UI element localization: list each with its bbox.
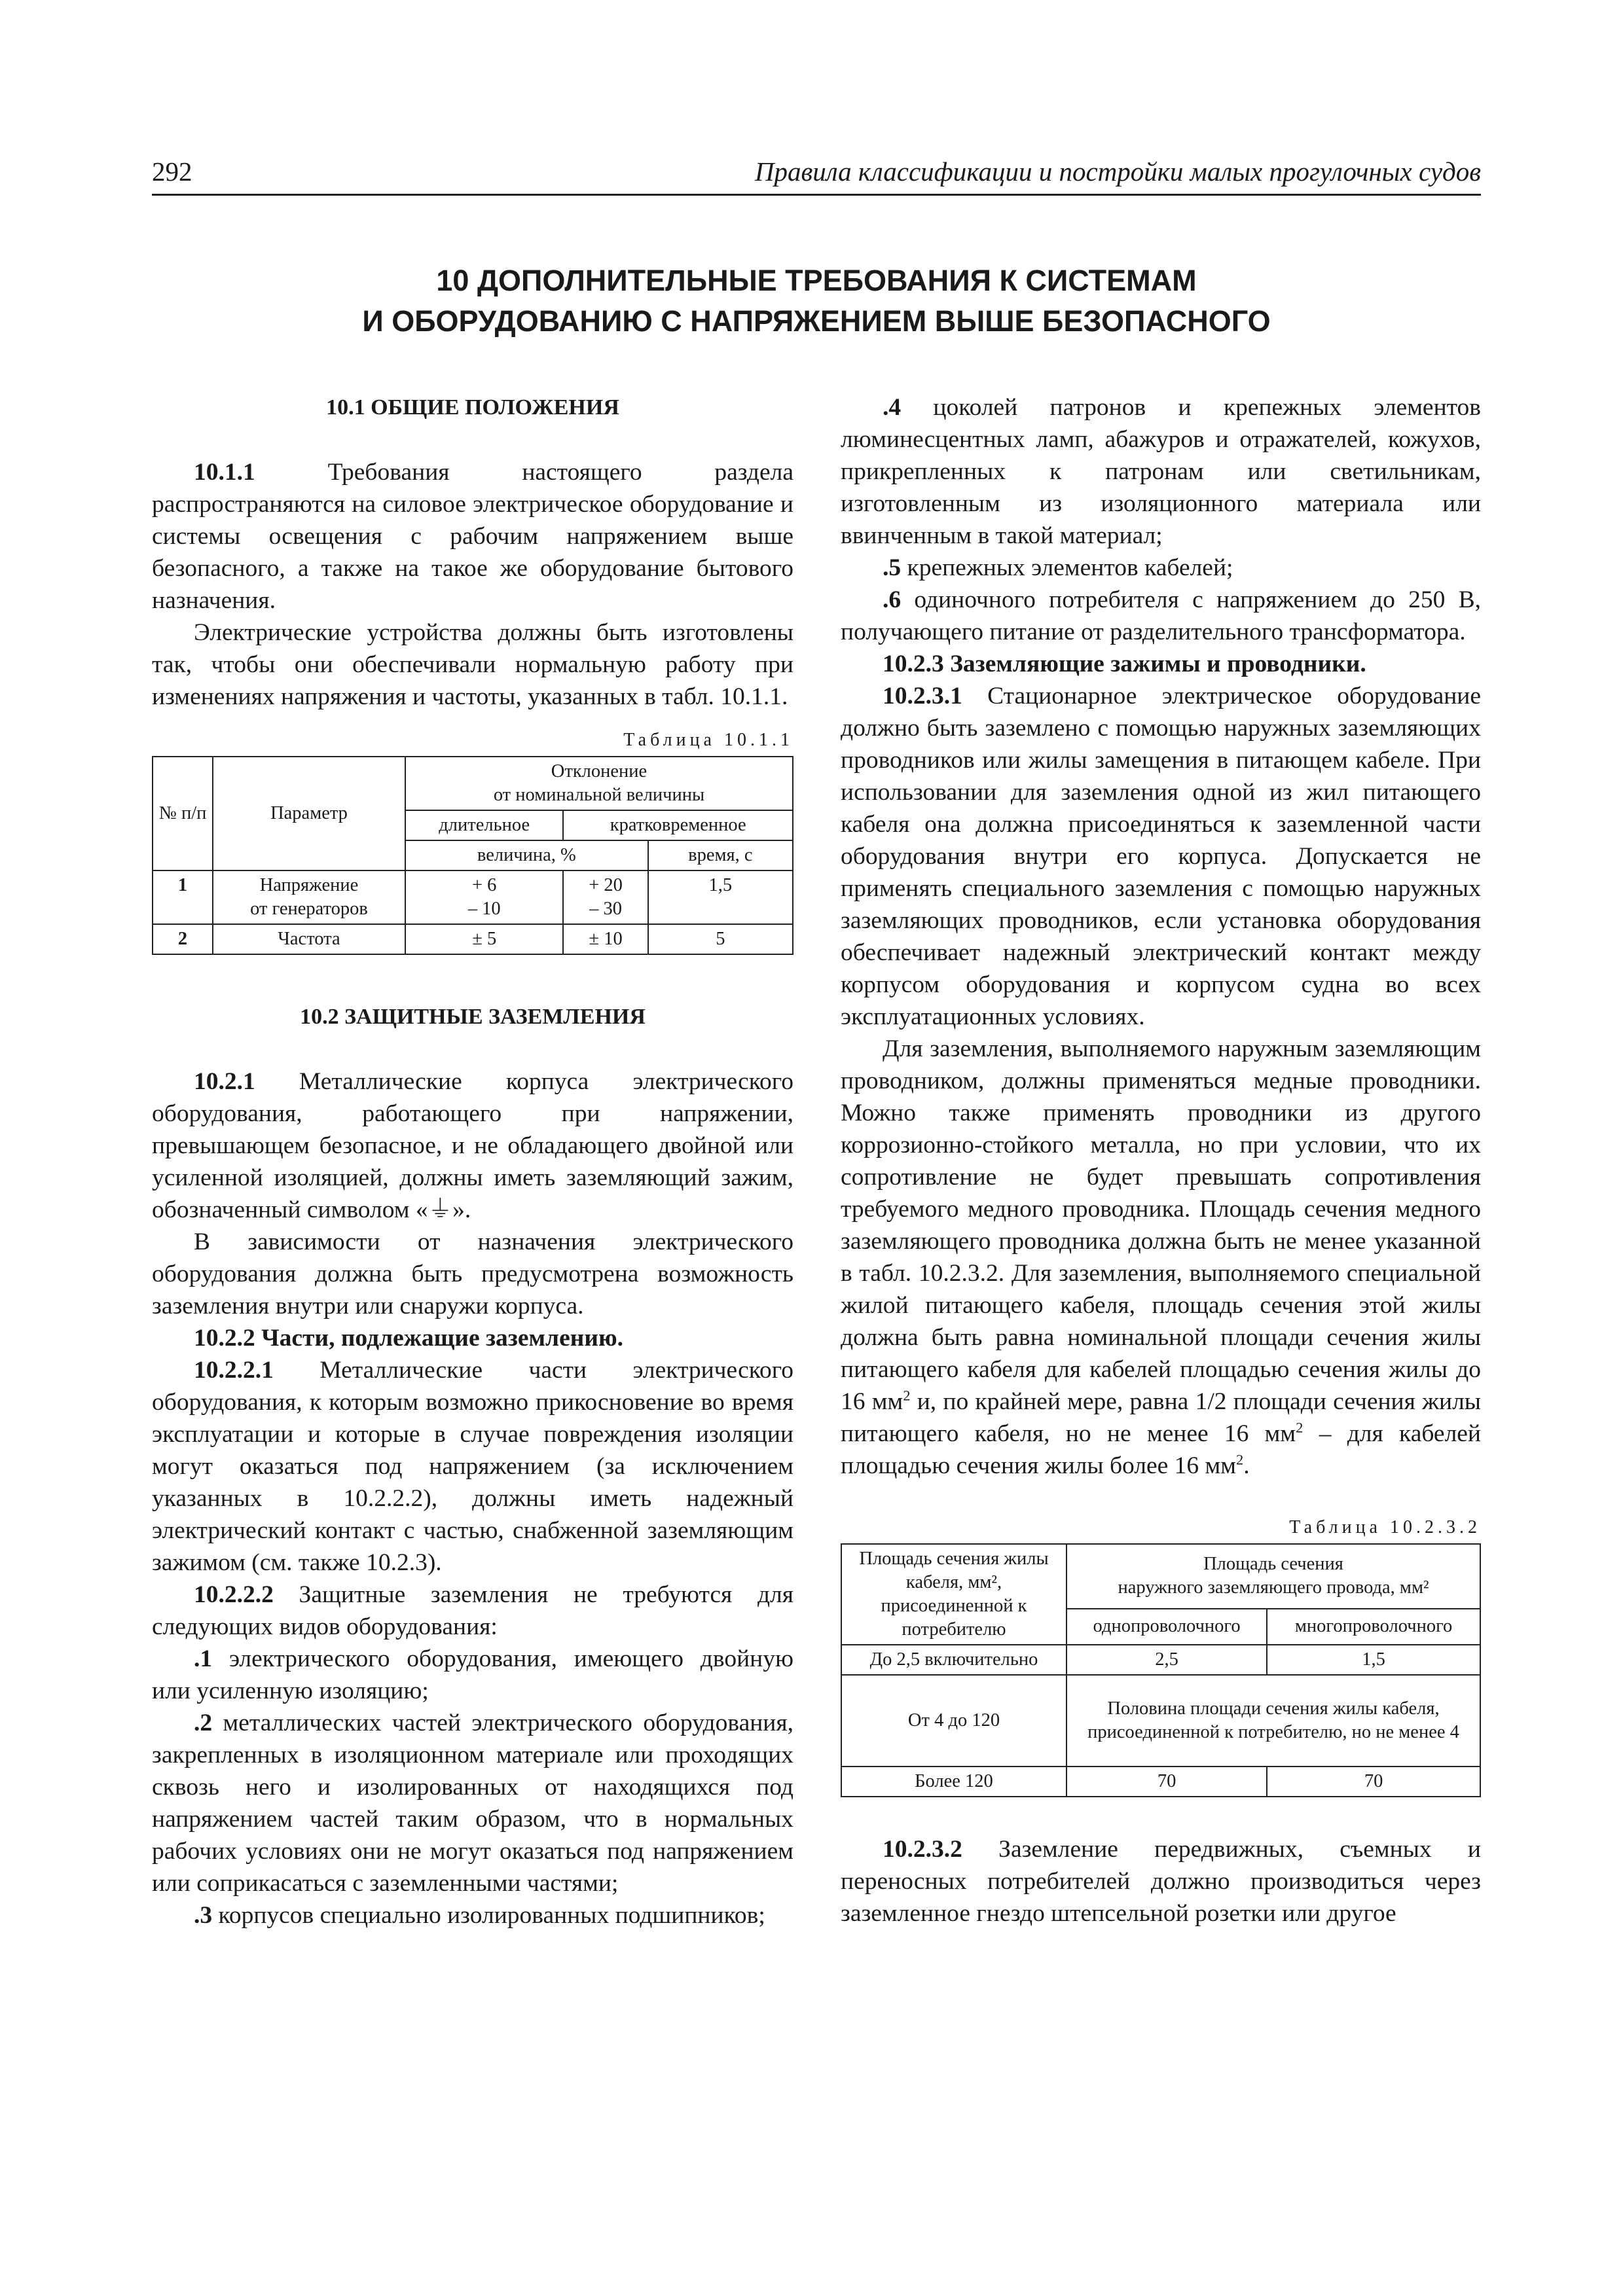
list-item: .1 электрического оборудования, имеющего двойную или усиленную изоляцию; bbox=[152, 1645, 793, 1704]
table-caption-10-2-3-2: Таблица 10.2.3.2 bbox=[1289, 1517, 1481, 1537]
table-header-single: однопроволочного bbox=[1067, 1609, 1267, 1645]
paragraph: Электрические устройства должны быть изготовлены так, чтобы они обеспечивали нормальную работу при изменениях напряжения и частоты, указанных в табл. 10.1.1. bbox=[152, 619, 793, 710]
table-header-area: Площадь сечения жилы кабеля, мм², присоединенной к потребителю bbox=[841, 1544, 1067, 1645]
table-row: До 2,5 включительно 2,5 1,5 bbox=[841, 1645, 1480, 1675]
table-header-external: Площадь сечения наружного заземляющего провода, мм² bbox=[1067, 1544, 1480, 1609]
table-header-short: кратковременное bbox=[563, 810, 793, 840]
running-title: Правила классификации и постройки малых прогулочных судов bbox=[754, 156, 1481, 187]
list-item: .6 одиночного потребителя с напряжением до 250 В, получающего питание от разделительного трансформатора. bbox=[841, 586, 1481, 645]
table-10-2-3-2 bbox=[841, 1543, 1481, 1797]
table-row: Более 120 70 70 bbox=[841, 1767, 1480, 1797]
right-column bbox=[841, 391, 1481, 1929]
table-header-multi: многопроволочного bbox=[1267, 1609, 1480, 1645]
paragraph: Для заземления, выполняемого наружным заземляющим проводником, должны применяться медные проводники. Можно также применять проводники из другого коррозионно-стойкого металла, но при условии, что их сопротивление не будет превышать сопротивления требуемого медного проводника. Площадь сечения медного заземляющего проводника должна быть не менее указанной в табл. 10.2.3.2. Для заземления, выполняемого специальной жилой питающего кабеля, площадь сечения этой жилы должна быть равна номинальной площади сечения жилы питающего кабеля для кабелей площадью сечения жилы до 16 $мм^2$ и, по крайней мере, равна 1/2 площади сечения жилы питающего кабеля, но не менее 16 $мм^2$ – для кабелей площадью сечения жилы более 16 $мм^2$. bbox=[841, 1035, 1481, 1479]
table-row: 2 Частота ± 5 ± 10 5 bbox=[153, 924, 793, 954]
list-item: .5 крепежных элементов кабелей; bbox=[883, 554, 1233, 581]
page-number: 292 bbox=[152, 156, 192, 187]
subsection-heading-10-2-3: 10.2.3 Заземляющие зажимы и проводники. bbox=[883, 651, 1366, 677]
paragraph-10-2-1: 10.2.1 Металлические корпуса электрического оборудования, работающего при напряжении, превышающем безопасное, и не обладающего двойной или усиленной изоляцией, должны иметь заземляющий зажим, обозначенный символом «⏚». bbox=[152, 1068, 793, 1223]
paragraph-10-1-1: 10.1.1 Требования настоящего раздела распространяются на силовое электрическое оборудование и системы освещения с рабочим напряжением выше безопасного, а также на такое же оборудование бытового назначения. bbox=[152, 459, 793, 614]
section-heading-10-2: 10.2 ЗАЩИТНЫЕ ЗАЗЕМЛЕНИЯ bbox=[300, 1005, 646, 1029]
page-header bbox=[152, 153, 1481, 196]
clause-number: 10.1.1 bbox=[194, 459, 255, 486]
table-caption-10-1-1: Таблица 10.1.1 bbox=[623, 730, 793, 750]
paragraph-10-2-3-2: 10.2.3.2 Заземление передвижных, съемных и переносных потребителей должно производиться через заземленное гнездо штепсельной розетки или другое bbox=[841, 1836, 1481, 1927]
paragraph-10-2-2-2: 10.2.2.2 Защитные заземления не требуются для следующих видов оборудования: bbox=[152, 1581, 793, 1640]
paragraph-10-2-2-1: 10.2.2.1 Металлические части электрического оборудования, к которым возможно прикосновение во время эксплуатации и которые в случае повреждения изоляции могут оказаться под напряжением (за исключением указанных в 10.2.2.2), должны иметь надежный электрический контакт с частью, снабженной заземляющим зажимом (см. также 10.2.3). bbox=[152, 1357, 793, 1576]
chapter-title bbox=[152, 260, 1481, 342]
section-heading-10-1: 10.1 ОБЩИЕ ПОЛОЖЕНИЯ bbox=[326, 395, 619, 420]
chapter-title-line-2: И ОБОРУДОВАНИЮ С НАПРЯЖЕНИЕМ ВЫШЕ БЕЗОПАСНОГО bbox=[362, 304, 1271, 338]
paragraph-10-2-3-1: 10.2.3.1 Стационарное электрическое оборудование должно быть заземлено с помощью наружных заземляющих проводников или жилы замещения в питающем кабеле. При использовании для заземления одной из жил питающего кабеля она должна присоединяться к заземленной части оборудования внутри его корпуса. Допускается не применять специального заземления с помощью наружных заземляющих проводников, если установка оборудования обеспечивает надежный электрический контакт между корпусом оборудования и корпусом судна во всех эксплуатационных условиях. bbox=[841, 683, 1481, 1030]
table-row: От 4 до 120 Половина площади сечения жилы кабеля, присоединенной к потребителю, но не менее 4 bbox=[841, 1675, 1480, 1767]
table-header-time: время, с bbox=[648, 840, 793, 870]
table-10-1-1 bbox=[152, 756, 793, 955]
subsection-heading-10-2-2: 10.2.2 Части, подлежащие заземлению. bbox=[194, 1325, 623, 1352]
table-header-num: № п/п bbox=[153, 757, 213, 870]
list-item: .4 цоколей патронов и крепежных элементов люминесцентных ламп, абажуров и отражателей, кожухов, прикрепленных к патронам или светильникам, изготовленным из изоляционного материала или ввинченным в такой материал; bbox=[841, 394, 1481, 549]
table-header-value: величина, % bbox=[405, 840, 648, 870]
chapter-title-line-1: 10 ДОПОЛНИТЕЛЬНЫЕ ТРЕБОВАНИЯ К СИСТЕМАМ bbox=[436, 264, 1197, 297]
table-header-param: Параметр bbox=[213, 757, 405, 870]
table-row: 1 Напряжение от генераторов + 6 – 10 + 20 – 30 1,5 bbox=[153, 870, 793, 924]
left-column bbox=[152, 391, 793, 1931]
list-item: .3 корпусов специально изолированных подшипников; bbox=[194, 1902, 765, 1929]
table-header-long: длительное bbox=[405, 810, 563, 840]
list-item: .2 металлических частей электрического оборудования, закрепленных в изоляционном материале или проходящих сквозь него и изолированных от находящихся под напряжением частей таким образом, что в нормальных рабочих условиях они не могут оказаться под напряжением или соприкасаться с заземленными частями; bbox=[152, 1710, 793, 1897]
paragraph: В зависимости от назначения электрического оборудования должна быть предусмотрена возможность заземления внутри или снаружи корпуса. bbox=[152, 1229, 793, 1319]
table-header-deviation: Отклонение от номинальной величины bbox=[405, 757, 793, 810]
